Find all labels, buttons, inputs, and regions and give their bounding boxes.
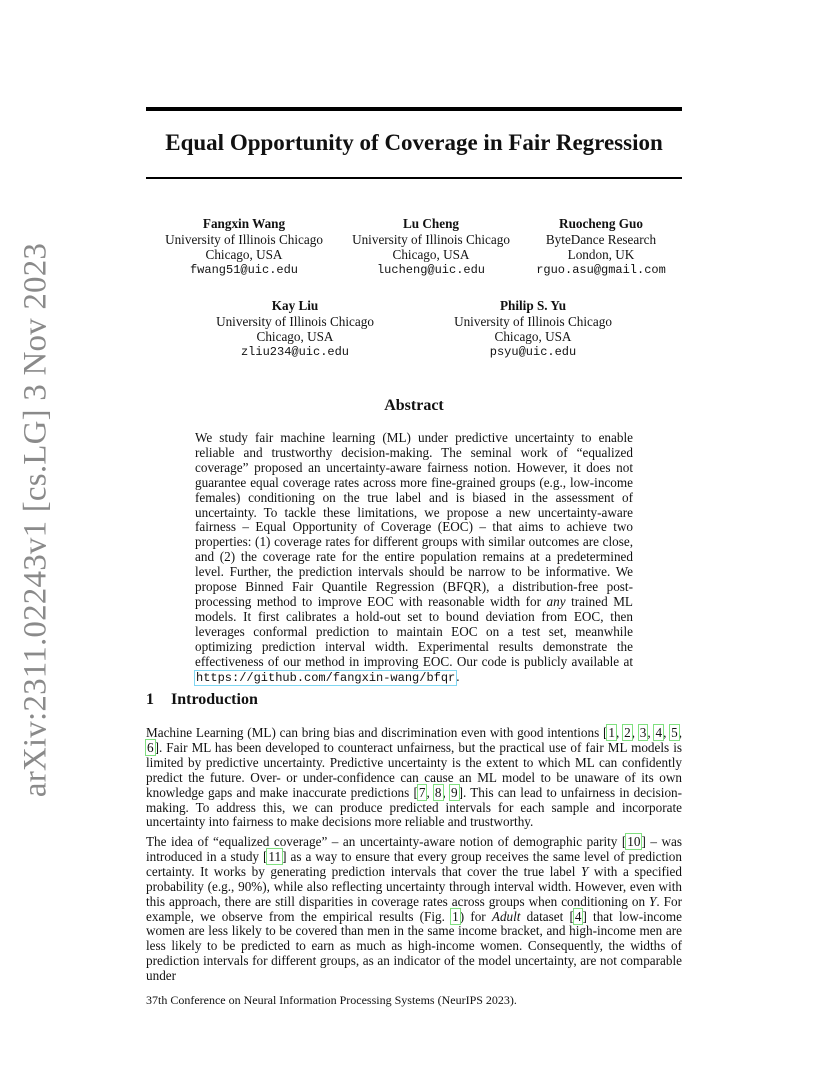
abstract-heading: Abstract — [384, 397, 444, 414]
citation-link[interactable]: 4 — [655, 725, 663, 740]
author-affiliation: ByteDance Research — [545, 231, 657, 247]
para-text: . For example, we observe from the empirical results (Fig. — [146, 893, 682, 924]
section-heading — [146, 691, 258, 709]
section-number: 1 — [146, 691, 154, 708]
citation-link[interactable]: 2 — [624, 725, 631, 740]
dataset-name: Adult — [491, 908, 521, 924]
author-block — [212, 298, 378, 360]
citation-link[interactable]: 8 — [434, 784, 442, 800]
para-text: ]. Fair ML has been developed to counteract unfairness, but the practical use of fair ML models is limited by predictive uncertainty. Predictive uncertainty is the extent to which ML can confidently predict the future. Over- or under-confidence can cause an ML model to be unaware of its own knowledge gaps and make inaccurate predictions [ — [146, 739, 682, 800]
author-location: Chicago, USA — [205, 247, 283, 262]
math-variable: Y — [649, 893, 657, 909]
abstract-text — [195, 431, 633, 685]
author-affiliation: University of Illinois Chicago — [352, 231, 510, 247]
author-location: Chicago, USA — [256, 329, 334, 344]
citation-link[interactable]: 5 — [671, 725, 678, 740]
citation-link[interactable]: 10 — [627, 834, 641, 849]
abstract-part: trained ML models. It first calibrates a hold-out set to bound deviation from EOC, then leverages conformal prediction to maintain EOC on a test set, meanwhile optimizing prediction interval width. Experimental results demonstrate the effectiveness of our method in improving EOC. Our code is publicly available at — [195, 593, 633, 669]
paper-title: Equal Opportunity of Coverage in Fair Regression — [165, 130, 663, 155]
author-name: Fangxin Wang — [202, 216, 286, 231]
citation-link[interactable]: 1 — [608, 725, 616, 740]
abstract-part: We study fair machine learning (ML) under predictive uncertainty to enable reliable and trustworthy decision-making. The seminal work of “equalized coverage” proposed an uncertainty-aware fairness notion. However, it does not guarantee equal coverage rates across more fine-grained groups (e.g., low-income females) conditioning on the true label and is biased in the assessment of uncertainty. To tackle these limitations, we propose a new uncertainty-aware fairness – Equal Opportunity of Coverage (EOC) – that aims to achieve two properties: (1) coverage rates for different groups with similar outcomes are close, and (2) the coverage rate for the entire population remains at a predetermined level. Further, the prediction intervals should be narrow to be informative. We propose Binned Fair Quantile Regression (BFQR), a distribution-free post-processing method to improve EOC with reasonable width for — [195, 430, 633, 609]
author-name: Ruocheng Guo — [559, 216, 643, 231]
author-email[interactable]: fwang51@uic.edu — [189, 262, 299, 277]
citation-link[interactable]: 3 — [639, 725, 647, 740]
author-block — [164, 216, 324, 278]
author-name: Kay Liu — [271, 298, 319, 313]
para-text: ] – was introduced in a study [ — [146, 834, 682, 864]
para-text: The idea of “equalized coverage” – an uncertainty-aware notion of demographic parity [ — [146, 834, 627, 849]
abstract-part: . — [456, 668, 460, 684]
citation-link[interactable]: 4 — [574, 908, 582, 924]
para-text: with a specified probability (e.g., 90%), while also reflecting uncertainty through interval width. However, even with this approach, there are still disparities in coverage rates across groups when conditioning on — [146, 863, 682, 909]
author-name: Lu Cheng — [402, 216, 460, 231]
para-text: ) for — [459, 908, 492, 924]
author-email[interactable]: zliu234@uic.edu — [240, 344, 350, 359]
citation-link[interactable]: 7 — [418, 784, 426, 800]
author-name: Philip S. Yu — [499, 298, 567, 313]
para-text: ] that low-income women are less likely to be covered than men in the same income bracket, and high-income men are less likely to be predicted to earn as much as high-income women. Consequently, the widths of prediction intervals for different groups, as an indicator of the model uncertainty, are not comparable under — [146, 908, 682, 984]
para-text: ]. This can lead to unfairness in decision-making. To address this, we can produce predicted intervals for each sample and incorporate uncertainty into fairness to make decisions more reliable and trustworthy. — [146, 784, 683, 830]
author-block — [528, 216, 674, 278]
para-text: Machine Learning (ML) can bring bias and discrimination even with good intentions [ — [146, 725, 608, 740]
citation-link[interactable]: 6 — [147, 739, 154, 755]
author-email[interactable]: psyu@uic.edu — [489, 344, 577, 359]
section-title: Introduction — [171, 691, 258, 708]
conference-footnote: 37th Conference on Neural Information Processing Systems (NeurIPS 2023). — [146, 993, 517, 1007]
author-email[interactable]: lucheng@uic.edu — [376, 262, 486, 277]
author-affiliation: University of Illinois Chicago — [165, 231, 323, 247]
citation-link[interactable]: 11 — [268, 848, 282, 864]
author-location: Chicago, USA — [392, 247, 470, 262]
figure-link[interactable]: 1 — [452, 908, 459, 924]
arxiv-identifier-stamp: arXiv:2311.02243v1 [cs.LG] 3 Nov 2023 — [17, 242, 54, 798]
author-affiliation: University of Illinois Chicago — [454, 313, 612, 329]
author-location: Chicago, USA — [494, 329, 572, 344]
author-location: London, UK — [567, 247, 635, 262]
author-block — [350, 216, 512, 278]
title-top-rule — [146, 107, 682, 111]
intro-paragraph-1: Machine Learning (ML) can bring bias and discrimination even with good intentions [1, 2, 3, 4, 5, 6]. Fair ML has been developed to counteract unfairness, but the practical use of fair ML models is limited by predictive uncertainty. Predictive uncertainty is the extent to which ML can confidently predict the future. Over- or under-confidence can cause an ML model to be unaware of its own knowledge gaps and make inaccurate predictions [7, 8, 9]. This can lead to unfairness in decision-making. To address this, we can produce predicted intervals for each sample and incorporate uncertainty into fairness to make decisions more reliable and trustworthy. — [146, 725, 683, 830]
citation-link[interactable]: 9 — [451, 784, 458, 800]
author-affiliation: University of Illinois Chicago — [216, 313, 374, 329]
intro-paragraph-2 — [146, 835, 682, 984]
abstract-emphasis: any — [546, 593, 566, 609]
para-text: ] as a way to ensure that every group receives the same level of prediction certainty. It works by generating prediction intervals that cover the true label — [146, 848, 682, 879]
math-variable: Y — [580, 863, 589, 879]
title-bottom-rule — [146, 177, 682, 179]
author-block — [451, 298, 615, 360]
code-repo-link[interactable]: https://github.com/fangxin-wang/bfqr — [196, 670, 456, 685]
para-text: dataset [ — [520, 908, 574, 924]
author-email[interactable]: rguo.asu@gmail.com — [536, 262, 666, 277]
